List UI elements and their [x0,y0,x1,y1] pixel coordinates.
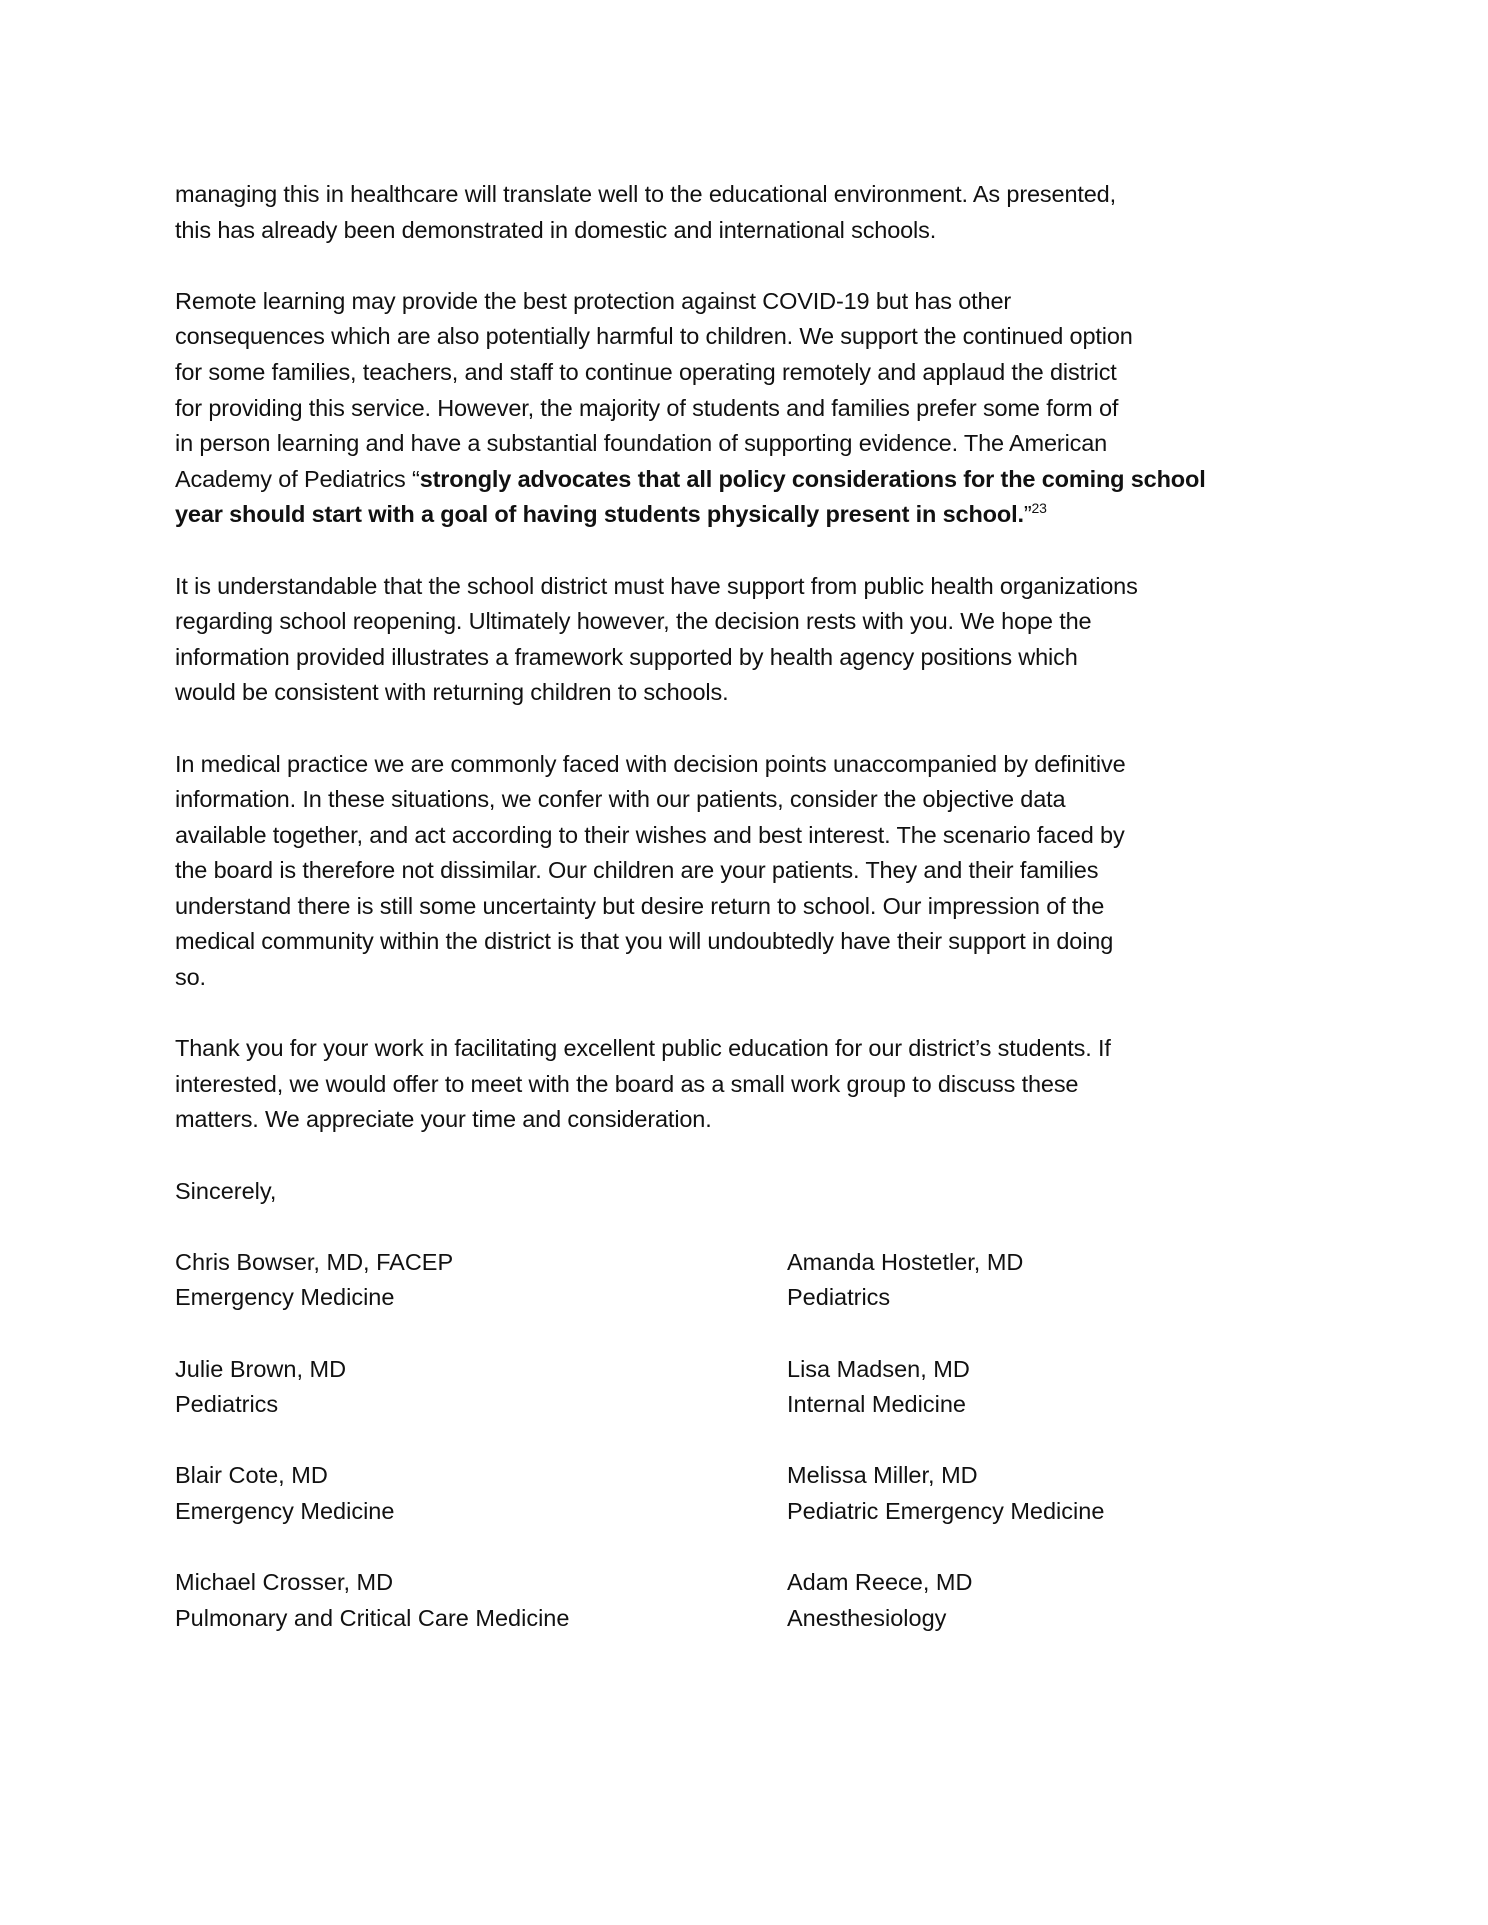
closing-salutation: Sincerely, [175,1177,277,1204]
quote-close: ” [1023,501,1032,528]
text-line: information provided illustrates a framework supported by health agency positions which [175,643,1078,670]
text-line: Remote learning may provide the best protection against COVID-19 but has other [175,287,1012,314]
signatory-name: Amanda Hostetler, MD [787,1248,1024,1275]
signatory [175,1352,787,1423]
signatory-name: Adam Reece, MD [787,1569,973,1596]
signatory [787,1352,1315,1423]
paragraph-remote-learning [175,284,1315,533]
aap-quote-line-2 [175,497,1315,533]
signatory [175,1565,787,1636]
signatory-specialty: Emergency Medicine [175,1497,395,1524]
text-line: interested, we would offer to meet with the board as a small work group to discuss these [175,1070,1079,1097]
text-line: consequences which are also potentially harmful to children. We support the continued option [175,323,1133,350]
text-line: available together, and act according to their wishes and best interest. The scenario faced by [175,821,1125,848]
aap-quote-bold: strongly advocates that all policy considerations for the coming school [419,465,1206,492]
signatory-name: Julie Brown, MD [175,1355,347,1382]
signatory-name: Michael Crosser, MD [175,1569,394,1596]
quote-prefix: Academy of Pediatrics “ [175,465,420,492]
signatory [175,1458,787,1529]
paragraph-healthcare-translation [175,177,1315,248]
signatory-name: Chris Bowser, MD, FACEP [175,1248,454,1275]
paragraph-public-health-support [175,569,1315,711]
signatory [787,1245,1315,1316]
aap-quote-bold: year should start with a goal of having students physically present in school. [175,501,1024,528]
signatory-name: Lisa Madsen, MD [787,1355,970,1382]
text-line: regarding school reopening. Ultimately however, the decision rests with you. We hope the [175,608,1092,635]
text-line: for some families, teachers, and staff to continue operating remotely and applaud the district [175,358,1117,385]
signatory-specialty: Pediatrics [175,1391,279,1418]
footnote-reference: 23 [1031,500,1047,517]
text-line: the board is therefore not dissimilar. Our children are your patients. They and their families [175,857,1099,884]
text-line: information. In these situations, we confer with our patients, consider the objective data [175,786,1066,813]
text-line: medical community within the district is that you will undoubtedly have their support in doing [175,928,1114,955]
signatory-specialty: Pulmonary and Critical Care Medicine [175,1604,570,1631]
text-line: so. [175,964,206,991]
signatory-name: Blair Cote, MD [175,1462,328,1489]
signatory-specialty: Pediatrics [787,1284,891,1311]
paragraph-thank-you [175,1031,1315,1138]
letter-page [175,177,1315,1636]
signatory-specialty: Internal Medicine [787,1391,966,1418]
signatory-name: Melissa Miller, MD [787,1462,978,1489]
text-line: would be consistent with returning children to schools. [175,679,729,706]
text-line: for providing this service. However, the majority of students and families prefer some form of [175,394,1119,421]
text-line: matters. We appreciate your time and consideration. [175,1106,712,1133]
text-line: understand there is still some uncertainty but desire return to school. Our impression of the [175,892,1105,919]
text-line: managing this in healthcare will translate well to the educational environment. As presented, [175,181,1116,207]
text-line: In medical practice we are commonly faced with decision points unaccompanied by definitive [175,750,1126,777]
signatory-specialty: Pediatric Emergency Medicine [787,1497,1105,1524]
aap-quote-line-1 [175,462,1315,498]
text-line: in person learning and have a substantial foundation of supporting evidence. The American [175,430,1108,457]
paragraph-medical-practice [175,747,1315,996]
signatory-specialty: Anesthesiology [787,1604,947,1631]
signatory-specialty: Emergency Medicine [175,1284,395,1311]
text-line: It is understandable that the school district must have support from public health organizations [175,572,1138,599]
text-line: Thank you for your work in facilitating excellent public education for our district’s students. If [175,1035,1111,1062]
signatory [787,1458,1315,1529]
signatory [787,1565,1315,1636]
signatory [175,1245,787,1316]
text-line: this has already been demonstrated in domestic and international schools. [175,216,937,243]
signature-block [175,1245,1315,1637]
